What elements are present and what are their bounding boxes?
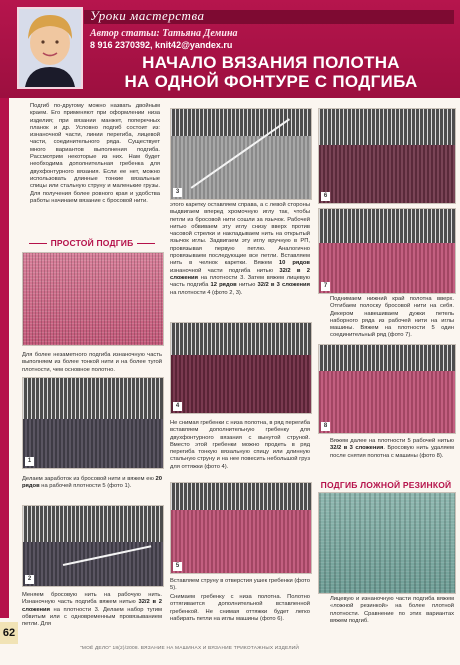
paragraph-false-rib: Лицевую и изнаночную части подгиба вяжем «ложной резинкой» на более плотной плотности. Сравнение по этих вариантах вяжем подгиб. <box>330 596 454 624</box>
photo-number: 8 <box>321 422 330 431</box>
series-title: Уроки мастерства <box>90 8 205 23</box>
page-number: 62 <box>0 622 18 644</box>
paragraph-insert-wire: Вставляем струну в отверстия ушек гребенки (фото 5). <box>170 578 310 592</box>
photo-number: 5 <box>173 562 182 571</box>
photo-number: 6 <box>321 192 330 201</box>
paragraph-hem-knitting: этого каретку оставляем справа, а с левой стороны выдвигаем вперед хромочную иглу так, чтобы петли из бросовой нити сошли за язычок. Рабочей нитью обвиваем эту иглу снизу вверх против часовой стрелки и накладываем нить на открытый язычок иглы. Задвигаем эту иглу вручную в РП, провязывая первую петлю. Аналогично провязываем последующие все петли. Вставляем нить в челнок каретки. Вяжем 10 рядов изнаночной части подгиба нитью 32/2 в 2 сложения на плотности 3. Затем вяжем лицевую часть подгиба 12 рядов нитью 32/2 в 3 сложения на плотности 4 (фото 2, 3). <box>170 202 311 296</box>
photo-number: 1 <box>25 457 34 466</box>
photo-false-rib-sample <box>318 492 456 594</box>
photo-3 <box>170 108 312 200</box>
paragraph-remove-comb: Снимаем гребенку с низа полотна. Полотно оттягивается дополнительной вставленной гребенкой. Не снимая оттяжки будет легко набирать петли на иглы машины (фото 6). <box>170 594 310 622</box>
photo-1 <box>22 377 164 469</box>
paragraph-change-yarn: Меняем бросовую нить на рабочую нить. Изнаночную часть подгиба вяжем нитью 32/2 в 2 сложения на плотности 3. Делаем набор тугим обвитым или с одновременным провязыванием петли. Для <box>22 592 162 628</box>
photo-5 <box>170 482 312 574</box>
headline-line-1: НАЧАЛО ВЯЗАНИЯ ПОЛОТНА <box>142 53 400 72</box>
page-footer: "МОЁ ДЕЛО" 18(2)/2008. ВЯЗАНИЕ НА МАШИНАХ И ВЯЗАНИЕ ТРИКОТАЖНЫХ ИЗДЕЛИЙ <box>80 646 300 651</box>
headline-line-2: НА ОДНОЙ ФОНТУРЕ С ПОДГИБА <box>124 72 418 91</box>
paragraph-lift-edge: Поднимаем нижний край полотна вверх. Отгибаем полоску бросовой нити на себя. Декером навешиваем дужки петель наборного ряда из рабочей нити на иглы машины. Вяжем на плотности 5 один соединительный ряд (фото 7). <box>330 296 454 339</box>
section-heading-simple-hem: ПРОСТОЙ ПОДГИБ <box>22 238 162 248</box>
author-line: Автор статьи: Татьяна Демина <box>90 28 238 39</box>
paragraph-extra-comb: Не снимая гребенки с низа полотна, в ряд перегиба вставляем дополнительную гребенку для двухфонтурного вязания с вынутой струной. Вместо этой гребенки можно продеть в ряд перегиба тонкую вязальную спицу или длинную стальную струну и на нее повесить небольшой груз для оттяжки (фото 4). <box>170 420 310 470</box>
sidebar-stripe <box>0 98 9 618</box>
paragraph-cast-on: Делаем заработок из бросовой нити и вяжем ею 20 рядов на рабочей плотности 5 (фото 1). <box>22 476 162 490</box>
section-heading-false-rib-hem: ПОДГИБ ЛОЖНОЙ РЕЗИНКОЙ <box>320 480 452 490</box>
photo-4 <box>170 322 312 414</box>
photo-7 <box>318 208 456 294</box>
intro-paragraph: Подгиб по-другому можно назвать двойным краем. Его применяют при оформлении низа изделия; при вязании манжет, поперечных планок и др. Условно подгиб состоит из: изнаночной части, линии перегиба, лицевой части, соединительного ряда. Существует много вариантов выполнения подгиба. Рассмотрим некоторые из них. Нам будет необходима дополнительная гребенка для двухфонтурного вязания. Если ее нет, можно использовать длинные тонкие вязальные спицы или стальную струну и маленькие грузы. Для получения более ровного края и удобства работы начинаем вязание с бросовой нити. <box>30 103 160 204</box>
photo-simple-hem-sample <box>22 252 164 346</box>
photo-2 <box>22 505 164 587</box>
photo-number: 7 <box>321 282 330 291</box>
photo-number: 4 <box>173 402 182 411</box>
photo-number: 2 <box>25 575 34 584</box>
photo-6 <box>318 108 456 204</box>
paragraph-continue: Вяжем далее на плотности 5 рабочей нитью 32/2 в 3 сложения. Бросовую нить удаляем после снятия полотна с машины (фото 8). <box>330 438 454 459</box>
photo-8 <box>318 344 456 434</box>
author-portrait <box>17 7 83 89</box>
paragraph-thin-yarn: Для более незаметного подгиба изнаночную часть выполняем из более тонкой нити и на более тугой плотности, чем основное полотно. <box>22 352 162 373</box>
contact-line: 8 916 2370392, knit42@yandex.ru <box>90 40 233 50</box>
photo-number: 3 <box>173 188 182 197</box>
article-headline <box>88 53 454 91</box>
